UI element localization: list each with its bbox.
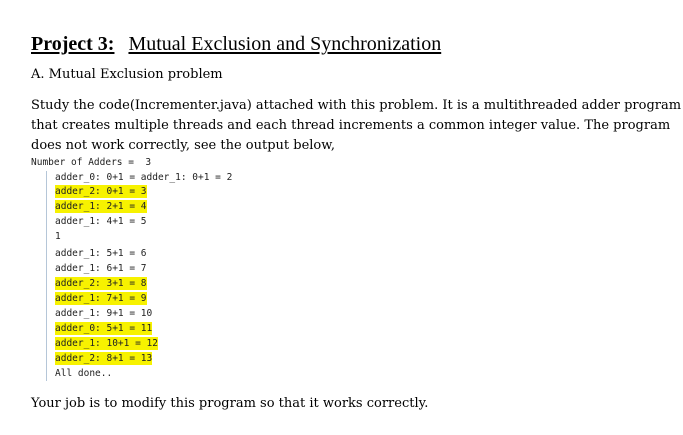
intro-paragraph <box>31 96 682 156</box>
output-line: adder_1: 5+1 = 6 <box>55 248 147 259</box>
intro-line: Study the code(Incrementer.java) attached with this problem. It is a multithreaded adder program <box>31 98 682 113</box>
section-heading: A. Mutual Exclusion problem <box>31 67 223 82</box>
output-line: adder_2: 3+1 = 8 <box>55 278 147 289</box>
output-line: adder_1: 10+1 = 12 <box>55 338 158 349</box>
project-subject: Mutual Exclusion and Synchronization <box>128 33 442 55</box>
program-output <box>46 171 287 381</box>
instruction-text: Your job is to modify this program so that it works correctly. <box>31 396 429 411</box>
output-line: adder_1: 4+1 = 5 <box>55 216 147 227</box>
output-line: adder_2: 0+1 = 3 <box>55 186 147 197</box>
intro-line: does not work correctly, see the output below, <box>31 138 335 153</box>
output-line: adder_1: 6+1 = 7 <box>55 263 147 274</box>
output-line: adder_0: 0+1 = adder_1: 0+1 = 2 <box>55 172 233 183</box>
project-title <box>31 31 441 57</box>
output-line: adder_1: 9+1 = 10 <box>55 308 153 319</box>
output-line: adder_0: 5+1 = 11 <box>55 323 153 334</box>
code-header: Number of Adders = 3 <box>31 157 152 168</box>
output-line: adder_1: 7+1 = 9 <box>55 293 147 304</box>
output-line: 1 <box>55 231 61 242</box>
output-line: All done.. <box>55 368 113 379</box>
intro-line: that creates multiple threads and each thread increments a common integer value. The program <box>31 118 671 133</box>
output-line: adder_1: 2+1 = 4 <box>55 201 147 212</box>
output-line: adder_2: 8+1 = 13 <box>55 353 153 364</box>
project-number: Project 3: <box>31 33 115 55</box>
